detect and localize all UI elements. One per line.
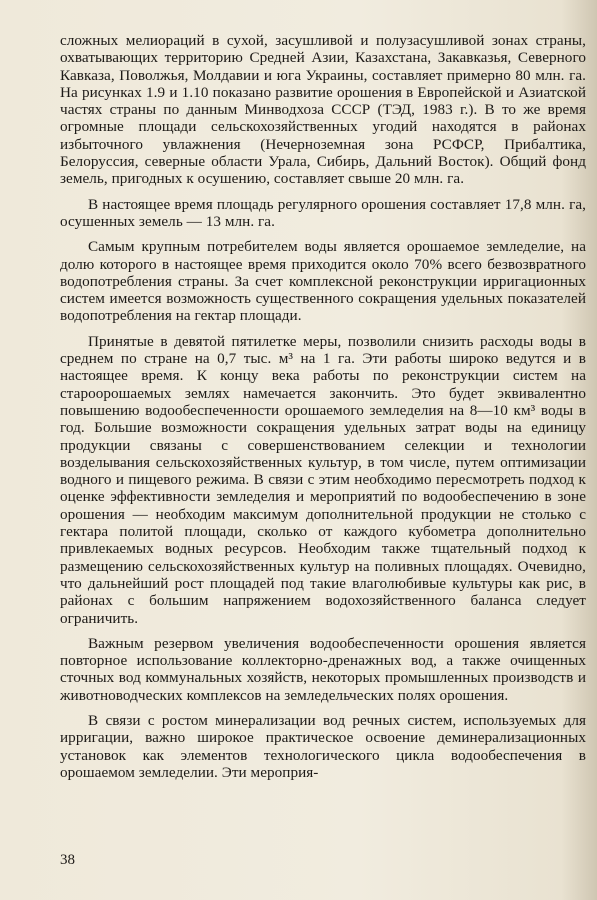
paragraph-4: Принятые в девятой пятилетке меры, позволили снизить расходы воды в среднем по стране на 0,7 тыс. м³ на 1 га. Эти работы широко ведутся и в настоящее время. К концу века работы по реконструкции систем на староорошаемых землях намечается закончить. Это будет эквивалентно повышению водообеспеченности орошаемого земледелия на 8—10 км³ воды в год. Большие возможности сокращения удельных затрат воды на единицу продукции связаны с совершенствованием селекции и технологии возделывания сельскохозяйственных культур, в том числе, путем оптимизации водного и пищевого режима. В связи с этим необходимо пересмотреть подход к оценке эффективности земледелия и мероприятий по водообеспечению в зоне орошения — необходим максимум дополнительной продукции не столько с гектара политой площади, сколько от каждого кубометра дополнительно привлекаемых водных ресурсов. Необходим также тщательный подход к размещению сельскохозяйственных культур на поливных площадях. Очевидно, что дальнейший рост площадей под такие влаголюбивые культуры как рис, в районах с большим напряжением водохозяйственного баланса следует ограничить. [60, 332, 586, 627]
paragraph-2: В настоящее время площадь регулярного орошения составляет 17,8 млн. га, осушенных земель — 13 млн. га. [60, 195, 586, 230]
body-text [60, 32, 586, 789]
paragraph-6: В связи с ростом минерализации вод речных систем, используемых для ирригации, важно широкое практическое освоение деминерализационных установок как элементов технологического цикла водообеспечения в орошаемом земледелии. Эти мероприя- [60, 711, 586, 781]
paragraph-5: Важным резервом увеличения водообеспеченности орошения является повторное использование коллекторно-дренажных вод, а также очищенных сточных вод коммунальных хозяйств, некоторых промышленных производств и животноводческих комплексов на земледельческих полях орошения. [60, 634, 586, 704]
paragraph-3: Самым крупным потребителем воды является орошаемое земледелие, на долю которого в настоящее время приходится около 70% всего безвозвратного водопотребления страны. За счет комплексной реконструкции ирригационных систем имеется возможность существенного сокращения удельных показателей водопотребления на гектар площади. [60, 238, 586, 325]
page-number: 38 [60, 852, 75, 868]
paragraph-1: сложных мелиораций в сухой, засушливой и полузасушливой зонах страны, охватывающих территорию Средней Азии, Казахстана, Закавказья, Северного Кавказа, Поволжья, Молдавии и юга Украины, составляет примерно 80 млн. га. На рисунках 1.9 и 1.10 показано развитие орошения в Европейской и Азиатской частях страны по данным Минводхоза СССР (ТЭД, 1983 г.). В то же время огромные площади сельскохозяйственных угодий находятся в районах избыточного увлажнения (Нечерноземная зона РСФСР, Прибалтика, Белоруссия, северные области Урала, Сибирь, Дальний Восток). Общий фонд земель, пригодных к осушению, составляет свыше 20 млн. га. [60, 32, 586, 188]
